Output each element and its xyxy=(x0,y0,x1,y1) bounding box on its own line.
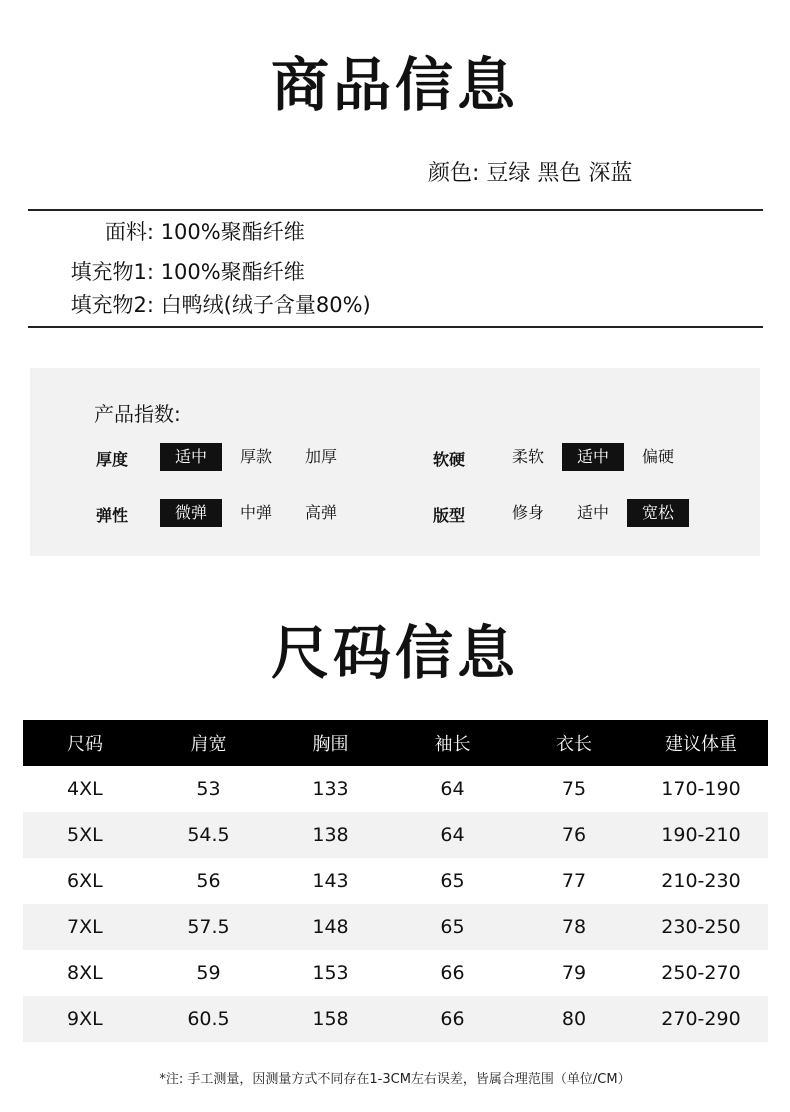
header-cell-size: 尺码 xyxy=(67,734,103,755)
table-cell: 190-210 xyxy=(661,824,741,846)
material-value: 100%聚酯纤维 xyxy=(160,220,305,244)
table-cell: 170-190 xyxy=(661,778,741,800)
index-option: 高弹 xyxy=(304,503,337,522)
product-index-title: 产品指数: xyxy=(94,402,181,426)
header-cell-length: 衣长 xyxy=(556,734,592,755)
table-cell: 64 xyxy=(440,824,465,846)
product-index-panel xyxy=(30,368,760,556)
material-row-fabric xyxy=(50,216,305,246)
table-cell: 66 xyxy=(440,962,465,984)
table-cell: 158 xyxy=(312,1008,349,1030)
index-label-elasticity: 弹性 xyxy=(96,506,129,525)
table-row xyxy=(23,996,768,1042)
table-cell: 66 xyxy=(440,1008,465,1030)
table-cell: 230-250 xyxy=(661,916,741,938)
index-option: 适中 xyxy=(576,503,609,522)
table-cell: 148 xyxy=(312,916,349,938)
index-option: 宽松 xyxy=(627,499,689,527)
table-row xyxy=(23,766,768,812)
divider-top xyxy=(28,209,763,211)
table-cell: 133 xyxy=(312,778,349,800)
material-label: 填充物2: xyxy=(70,293,154,317)
table-cell: 60.5 xyxy=(187,1008,230,1030)
size-table xyxy=(23,720,768,1042)
table-row xyxy=(23,950,768,996)
index-options-thickness xyxy=(160,443,352,471)
table-cell: 64 xyxy=(440,778,465,800)
header-cell-weight: 建议体重 xyxy=(665,734,737,755)
table-cell: 138 xyxy=(312,824,349,846)
table-cell: 153 xyxy=(312,962,349,984)
table-cell: 76 xyxy=(561,824,587,846)
table-cell: 59 xyxy=(196,962,221,984)
index-options-softness xyxy=(497,443,689,471)
index-option: 偏硬 xyxy=(641,447,674,466)
index-label-thickness: 厚度 xyxy=(96,450,129,469)
table-cell: 56 xyxy=(196,870,221,892)
index-options-elasticity xyxy=(160,499,352,527)
index-label-fit: 版型 xyxy=(433,506,466,525)
table-cell: 78 xyxy=(561,916,587,938)
table-row xyxy=(23,812,768,858)
index-option: 微弹 xyxy=(160,499,222,527)
material-value: 100%聚酯纤维 xyxy=(160,260,305,284)
material-label: 填充物1: xyxy=(70,260,154,284)
material-label: 面料: xyxy=(104,220,154,244)
index-option: 适中 xyxy=(160,443,222,471)
index-option: 中弹 xyxy=(239,503,272,522)
header-cell-chest: 胸围 xyxy=(312,734,349,755)
table-cell: 143 xyxy=(312,870,349,892)
index-label-softness: 软硬 xyxy=(433,450,466,469)
color-options xyxy=(428,156,632,187)
table-cell: 77 xyxy=(561,870,587,892)
product-info-title: 商品信息 xyxy=(270,51,519,119)
table-cell: 7XL xyxy=(67,916,103,938)
divider-bottom xyxy=(28,326,763,328)
index-option: 厚款 xyxy=(239,447,272,466)
table-row xyxy=(23,858,768,904)
table-cell: 5XL xyxy=(67,824,103,846)
table-cell: 75 xyxy=(561,778,587,800)
table-cell: 79 xyxy=(561,962,587,984)
size-info-title: 尺码信息 xyxy=(270,619,519,687)
table-cell: 8XL xyxy=(67,962,103,984)
table-cell: 65 xyxy=(440,870,465,892)
measurement-note: *注: 手工测量，因测量方式不同存在1-3CM左右误差，皆属合理范围（单位/CM） xyxy=(159,1072,631,1087)
table-cell: 270-290 xyxy=(661,1008,741,1030)
size-table-header xyxy=(23,720,768,766)
index-option: 适中 xyxy=(562,443,624,471)
header-cell-sleeve: 袖长 xyxy=(434,734,471,755)
table-cell: 6XL xyxy=(67,870,103,892)
table-row xyxy=(23,904,768,950)
table-cell: 9XL xyxy=(67,1008,103,1030)
table-cell: 54.5 xyxy=(187,824,230,846)
index-option: 加厚 xyxy=(304,447,337,466)
table-cell: 4XL xyxy=(67,778,103,800)
material-value: 白鸭绒(绒子含量80%) xyxy=(160,293,371,317)
material-row-filling-2 xyxy=(50,289,371,319)
material-row-filling-1 xyxy=(50,256,305,286)
header-cell-shoulder: 肩宽 xyxy=(190,734,227,755)
table-cell: 250-270 xyxy=(661,962,741,984)
table-cell: 80 xyxy=(561,1008,587,1030)
color-label: 颜色: xyxy=(428,161,480,186)
index-option: 柔软 xyxy=(511,447,544,466)
table-cell: 53 xyxy=(196,778,221,800)
table-cell: 65 xyxy=(440,916,465,938)
color-values: 豆绿 黑色 深蓝 xyxy=(486,161,633,186)
index-option: 修身 xyxy=(511,503,544,522)
table-cell: 57.5 xyxy=(187,916,230,938)
index-options-fit xyxy=(497,499,689,527)
table-cell: 210-230 xyxy=(661,870,741,892)
